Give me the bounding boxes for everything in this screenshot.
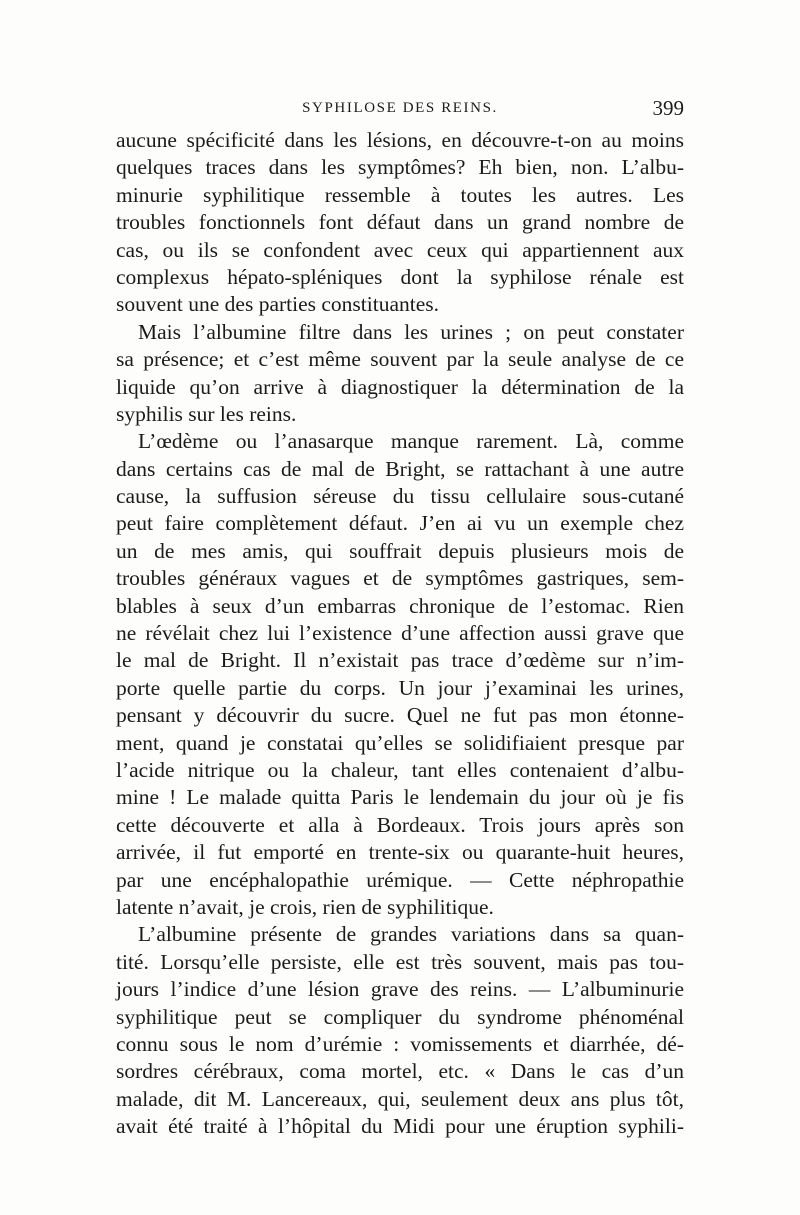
- text-line: sordres cérébraux, coma mortel, etc. « Dans le cas d’un: [116, 1059, 684, 1084]
- text-line: aucune spécificité dans les lésions, en découvre-t-on au moins: [116, 128, 684, 152]
- text-line: jours l’indice d’une lésion grave des reins. — L’albuminurie: [116, 977, 684, 1002]
- text-line: avait été traité à l’hôpital du Midi pour une éruption syphili-: [116, 1114, 684, 1139]
- text-line: ment, quand je constatai qu’elles se solidifiaient presque par: [116, 730, 684, 755]
- page-number: 399: [652, 96, 684, 120]
- text-line: cas, ou ils se confondent avec ceux qui appartiennent aux: [116, 237, 684, 262]
- text-line: troubles généraux vagues et de symptômes gastriques, sem-: [116, 566, 684, 591]
- text-line: troubles fonctionnels font défaut dans un grand nombre de: [116, 210, 684, 235]
- text-line: minurie syphilitique ressemble à toutes les autres. Les: [116, 182, 684, 207]
- text-line: mine ! Le malade quitta Paris le lendemain du jour où je fis: [116, 785, 684, 810]
- text-line: arrivée, il fut emporté en trente-six ou quarante-huit heures,: [116, 840, 684, 865]
- running-head: [116, 96, 684, 124]
- text-line: L’œdème ou l’anasarque manque rarement. Là, comme: [138, 429, 684, 454]
- text-line: un de mes amis, qui souffrait depuis plusieurs mois de: [116, 538, 684, 563]
- text-line: blables à seux d’un embarras chronique de l’estomac. Rien: [116, 593, 684, 618]
- text-line: Mais l’albumine filtre dans les urines ; on peut constater: [138, 319, 684, 344]
- text-line: latente n’avait, je crois, rien de syphilitique.: [116, 894, 494, 919]
- text-line: peut faire complètement défaut. J’en ai vu un exemple chez: [116, 511, 684, 536]
- running-title: SYPHILOSE DES REINS.: [302, 100, 498, 116]
- text-line: le mal de Bright. Il n’existait pas trace d’œdème sur n’im-: [116, 648, 684, 673]
- text-line: tité. Lorsqu’elle persiste, elle est très souvent, mais pas tou-: [116, 949, 684, 974]
- text-line: syphilis sur les reins.: [116, 401, 297, 426]
- text-line: par une encéphalopathie urémique. — Cette néphropathie: [116, 867, 684, 892]
- text-line: sa présence; et c’est même souvent par la seule analyse de ce: [116, 347, 684, 372]
- text-line: porte quelle partie du corps. Un jour j’examinai les urines,: [116, 675, 684, 700]
- text-line: liquide qu’on arrive à diagnostiquer la détermination de la: [116, 374, 684, 399]
- text-line: connu sous le nom d’urémie : vomissements et diarrhée, dé-: [116, 1031, 684, 1056]
- body-text: [116, 127, 684, 1140]
- text-line: quelques traces dans les symptômes? Eh bien, non. L’albu-: [116, 155, 684, 180]
- text-line: ne révélait chez lui l’existence d’une affection aussi grave que: [116, 621, 684, 646]
- text-line: L’albumine présente de grandes variations dans sa quan-: [138, 922, 684, 947]
- text-line: pensant y découvrir du sucre. Quel ne fut pas mon étonne-: [116, 703, 684, 728]
- text-line: l’acide nitrique ou la chaleur, tant elles contenaient d’albu-: [116, 757, 684, 782]
- text-line: souvent une des parties constituantes.: [116, 292, 440, 317]
- text-line: malade, dit M. Lancereaux, qui, seulement deux ans plus tôt,: [116, 1086, 684, 1111]
- text-line: complexus hépato-spléniques dont la syphilose rénale est: [116, 264, 684, 289]
- text-line: cette découverte et alla à Bordeaux. Trois jours après son: [116, 812, 684, 837]
- text-line: dans certains cas de mal de Bright, se rattachant à une autre: [116, 456, 684, 481]
- text-line: syphilitique peut se compliquer du syndrome phénoménal: [116, 1004, 684, 1029]
- text-line: cause, la suffusion séreuse du tissu cellulaire sous-cutané: [116, 484, 684, 509]
